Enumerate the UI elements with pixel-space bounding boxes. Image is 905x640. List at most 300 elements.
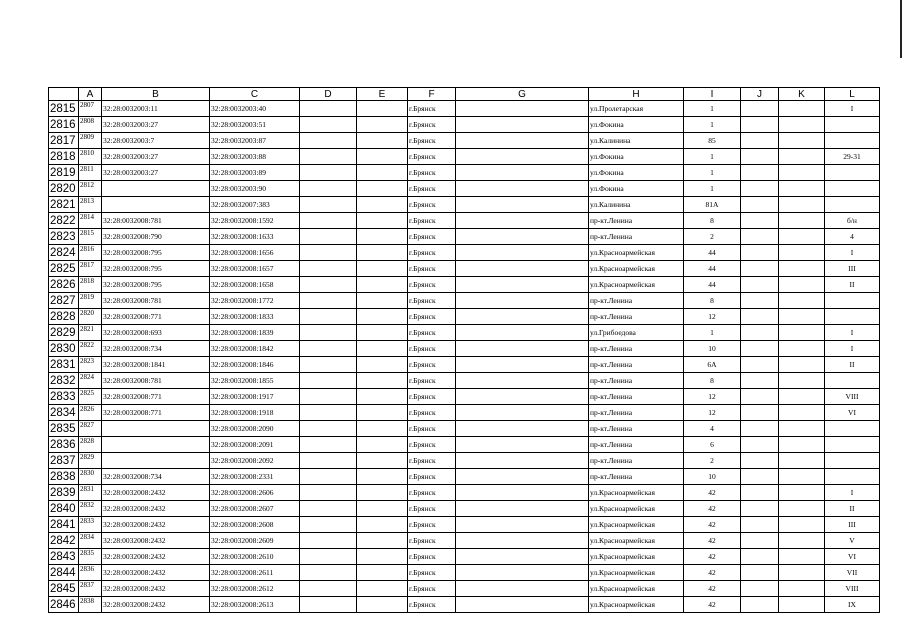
cell-f[interactable]: г.Брянск (408, 117, 456, 133)
cell-a[interactable]: 2827 (79, 421, 102, 437)
cell-h[interactable]: ул.Грибоедова (589, 325, 684, 341)
cell-d[interactable] (300, 117, 357, 133)
cell-d[interactable] (300, 261, 357, 277)
cell-e[interactable] (357, 293, 408, 309)
column-header-g[interactable]: G (456, 88, 589, 101)
cell-f[interactable]: г.Брянск (408, 149, 456, 165)
cell-g[interactable] (456, 293, 589, 309)
row-number[interactable]: 2831 (49, 357, 79, 373)
cell-i[interactable]: 85 (684, 133, 741, 149)
cell-j[interactable] (741, 581, 779, 597)
cell-g[interactable] (456, 181, 589, 197)
cell-a[interactable]: 2810 (79, 149, 102, 165)
cell-l[interactable]: II (825, 501, 880, 517)
cell-h[interactable]: ул.Красноармейская (589, 517, 684, 533)
cell-l[interactable] (825, 373, 880, 389)
cell-h[interactable]: пр-кт.Ленина (589, 213, 684, 229)
cell-a[interactable]: 2837 (79, 581, 102, 597)
cell-l[interactable] (825, 453, 880, 469)
cell-j[interactable] (741, 341, 779, 357)
row-number[interactable]: 2841 (49, 517, 79, 533)
cell-j[interactable] (741, 549, 779, 565)
row-number[interactable]: 2818 (49, 149, 79, 165)
column-header-i[interactable]: I (684, 88, 741, 101)
cell-c[interactable]: 32:28:0032003:51 (210, 117, 300, 133)
row-number[interactable]: 2816 (49, 117, 79, 133)
cell-g[interactable] (456, 213, 589, 229)
cell-g[interactable] (456, 229, 589, 245)
cell-c[interactable]: 32:28:0032008:1918 (210, 405, 300, 421)
cell-h[interactable]: ул.Фокина (589, 117, 684, 133)
cell-k[interactable] (779, 421, 825, 437)
cell-l[interactable] (825, 181, 880, 197)
cell-j[interactable] (741, 421, 779, 437)
cell-h[interactable]: пр-кт.Ленина (589, 373, 684, 389)
cell-e[interactable] (357, 373, 408, 389)
cell-h[interactable]: ул.Фокина (589, 165, 684, 181)
row-number[interactable]: 2826 (49, 277, 79, 293)
cell-h[interactable]: ул.Фокина (589, 149, 684, 165)
row-number[interactable]: 2840 (49, 501, 79, 517)
cell-d[interactable] (300, 549, 357, 565)
cell-f[interactable]: г.Брянск (408, 565, 456, 581)
cell-h[interactable]: пр-кт.Ленина (589, 309, 684, 325)
cell-a[interactable]: 2830 (79, 469, 102, 485)
cell-h[interactable]: ул.Красноармейская (589, 277, 684, 293)
cell-c[interactable]: 32:28:0032008:1833 (210, 309, 300, 325)
row-number[interactable]: 2834 (49, 405, 79, 421)
cell-d[interactable] (300, 245, 357, 261)
cell-g[interactable] (456, 453, 589, 469)
cell-i[interactable]: 1 (684, 165, 741, 181)
cell-l[interactable]: VI (825, 549, 880, 565)
cell-e[interactable] (357, 597, 408, 613)
cell-b[interactable]: 32:28:0032008:781 (102, 293, 210, 309)
cell-l[interactable]: VII (825, 565, 880, 581)
cell-l[interactable] (825, 133, 880, 149)
cell-c[interactable]: 32:28:0032008:2092 (210, 453, 300, 469)
cell-l[interactable]: 29-31 (825, 149, 880, 165)
cell-c[interactable]: 32:28:0032008:2091 (210, 437, 300, 453)
cell-f[interactable]: г.Брянск (408, 133, 456, 149)
cell-a[interactable]: 2834 (79, 533, 102, 549)
cell-h[interactable]: пр-кт.Ленина (589, 389, 684, 405)
cell-c[interactable]: 32:28:0032008:1846 (210, 357, 300, 373)
column-header-h[interactable]: H (589, 88, 684, 101)
cell-k[interactable] (779, 549, 825, 565)
cell-j[interactable] (741, 229, 779, 245)
cell-l[interactable] (825, 437, 880, 453)
cell-k[interactable] (779, 533, 825, 549)
cell-g[interactable] (456, 389, 589, 405)
cell-f[interactable]: г.Брянск (408, 421, 456, 437)
cell-b[interactable] (102, 421, 210, 437)
cell-g[interactable] (456, 133, 589, 149)
cell-i[interactable]: 8 (684, 213, 741, 229)
cell-j[interactable] (741, 565, 779, 581)
cell-g[interactable] (456, 165, 589, 181)
cell-d[interactable] (300, 325, 357, 341)
cell-f[interactable]: г.Брянск (408, 485, 456, 501)
cell-j[interactable] (741, 133, 779, 149)
cell-a[interactable]: 2818 (79, 277, 102, 293)
cell-d[interactable] (300, 565, 357, 581)
cell-l[interactable]: I (825, 341, 880, 357)
cell-i[interactable]: 42 (684, 597, 741, 613)
cell-d[interactable] (300, 229, 357, 245)
cell-f[interactable]: г.Брянск (408, 357, 456, 373)
cell-a[interactable]: 2813 (79, 197, 102, 213)
cell-f[interactable]: г.Брянск (408, 341, 456, 357)
cell-j[interactable] (741, 389, 779, 405)
cell-i[interactable]: 81А (684, 197, 741, 213)
cell-c[interactable]: 32:28:0032008:1772 (210, 293, 300, 309)
cell-f[interactable]: г.Брянск (408, 581, 456, 597)
cell-d[interactable] (300, 309, 357, 325)
cell-g[interactable] (456, 581, 589, 597)
cell-i[interactable]: 1 (684, 149, 741, 165)
cell-e[interactable] (357, 437, 408, 453)
cell-j[interactable] (741, 181, 779, 197)
row-number[interactable]: 2817 (49, 133, 79, 149)
cell-d[interactable] (300, 213, 357, 229)
cell-h[interactable]: ул.Красноармейская (589, 597, 684, 613)
row-number[interactable]: 2825 (49, 261, 79, 277)
cell-c[interactable]: 32:28:0032008:1839 (210, 325, 300, 341)
cell-l[interactable] (825, 117, 880, 133)
row-number[interactable]: 2819 (49, 165, 79, 181)
cell-c[interactable]: 32:28:0032008:2613 (210, 597, 300, 613)
cell-e[interactable] (357, 453, 408, 469)
cell-e[interactable] (357, 197, 408, 213)
cell-e[interactable] (357, 277, 408, 293)
cell-f[interactable]: г.Брянск (408, 501, 456, 517)
cell-j[interactable] (741, 277, 779, 293)
cell-a[interactable]: 2811 (79, 165, 102, 181)
cell-f[interactable]: г.Брянск (408, 101, 456, 117)
cell-e[interactable] (357, 213, 408, 229)
cell-g[interactable] (456, 533, 589, 549)
cell-b[interactable]: 32:28:0032003:7 (102, 133, 210, 149)
cell-d[interactable] (300, 197, 357, 213)
cell-f[interactable]: г.Брянск (408, 181, 456, 197)
cell-c[interactable]: 32:28:0032008:1917 (210, 389, 300, 405)
cell-l[interactable] (825, 469, 880, 485)
cell-j[interactable] (741, 149, 779, 165)
cell-h[interactable]: ул.Красноармейская (589, 549, 684, 565)
cell-b[interactable]: 32:28:0032008:790 (102, 229, 210, 245)
cell-e[interactable] (357, 581, 408, 597)
cell-b[interactable]: 32:28:0032008:795 (102, 261, 210, 277)
cell-b[interactable]: 32:28:0032008:2432 (102, 501, 210, 517)
cell-j[interactable] (741, 261, 779, 277)
cell-d[interactable] (300, 485, 357, 501)
cell-l[interactable]: III (825, 261, 880, 277)
cell-a[interactable]: 2826 (79, 405, 102, 421)
cell-g[interactable] (456, 277, 589, 293)
column-header-d[interactable]: D (300, 88, 357, 101)
cell-b[interactable]: 32:28:0032008:2432 (102, 549, 210, 565)
cell-i[interactable]: 1 (684, 181, 741, 197)
cell-e[interactable] (357, 229, 408, 245)
cell-d[interactable] (300, 421, 357, 437)
cell-b[interactable]: 32:28:0032008:693 (102, 325, 210, 341)
cell-c[interactable]: 32:28:0032008:2612 (210, 581, 300, 597)
cell-a[interactable]: 2808 (79, 117, 102, 133)
cell-c[interactable]: 32:28:0032003:90 (210, 181, 300, 197)
cell-i[interactable]: 10 (684, 469, 741, 485)
cell-g[interactable] (456, 341, 589, 357)
cell-f[interactable]: г.Брянск (408, 373, 456, 389)
cell-j[interactable] (741, 101, 779, 117)
cell-e[interactable] (357, 565, 408, 581)
cell-b[interactable]: 32:28:0032008:734 (102, 469, 210, 485)
cell-e[interactable] (357, 405, 408, 421)
cell-l[interactable]: I (825, 245, 880, 261)
cell-c[interactable]: 32:28:0032008:1658 (210, 277, 300, 293)
cell-b[interactable]: 32:28:0032008:734 (102, 341, 210, 357)
row-number[interactable]: 2827 (49, 293, 79, 309)
row-number[interactable]: 2846 (49, 597, 79, 613)
cell-j[interactable] (741, 405, 779, 421)
cell-j[interactable] (741, 293, 779, 309)
cell-j[interactable] (741, 165, 779, 181)
cell-h[interactable]: пр-кт.Ленина (589, 405, 684, 421)
cell-i[interactable]: 12 (684, 389, 741, 405)
cell-c[interactable]: 32:28:0032008:1842 (210, 341, 300, 357)
row-number[interactable]: 2837 (49, 453, 79, 469)
cell-g[interactable] (456, 309, 589, 325)
cell-a[interactable]: 2824 (79, 373, 102, 389)
cell-k[interactable] (779, 325, 825, 341)
cell-c[interactable]: 32:28:0032007:383 (210, 197, 300, 213)
cell-c[interactable]: 32:28:0032008:2090 (210, 421, 300, 437)
cell-l[interactable] (825, 293, 880, 309)
cell-k[interactable] (779, 453, 825, 469)
cell-k[interactable] (779, 405, 825, 421)
cell-j[interactable] (741, 245, 779, 261)
cell-e[interactable] (357, 517, 408, 533)
cell-a[interactable]: 2821 (79, 325, 102, 341)
cell-d[interactable] (300, 469, 357, 485)
cell-k[interactable] (779, 245, 825, 261)
column-header-e[interactable]: E (357, 88, 408, 101)
cell-c[interactable]: 32:28:0032008:2608 (210, 517, 300, 533)
cell-h[interactable]: ул.Калинина (589, 197, 684, 213)
cell-f[interactable]: г.Брянск (408, 437, 456, 453)
cell-d[interactable] (300, 293, 357, 309)
cell-b[interactable]: 32:28:0032008:771 (102, 405, 210, 421)
cell-b[interactable]: 32:28:0032008:1841 (102, 357, 210, 373)
cell-e[interactable] (357, 181, 408, 197)
cell-j[interactable] (741, 309, 779, 325)
cell-j[interactable] (741, 437, 779, 453)
cell-f[interactable]: г.Брянск (408, 165, 456, 181)
cell-k[interactable] (779, 485, 825, 501)
row-number[interactable]: 2838 (49, 469, 79, 485)
cell-c[interactable]: 32:28:0032008:2607 (210, 501, 300, 517)
cell-k[interactable] (779, 149, 825, 165)
cell-k[interactable] (779, 341, 825, 357)
cell-g[interactable] (456, 149, 589, 165)
cell-d[interactable] (300, 501, 357, 517)
cell-k[interactable] (779, 373, 825, 389)
cell-l[interactable]: V (825, 533, 880, 549)
cell-f[interactable]: г.Брянск (408, 293, 456, 309)
cell-a[interactable]: 2816 (79, 245, 102, 261)
cell-a[interactable]: 2833 (79, 517, 102, 533)
cell-e[interactable] (357, 549, 408, 565)
cell-g[interactable] (456, 485, 589, 501)
cell-i[interactable]: 6 (684, 437, 741, 453)
cell-c[interactable]: 32:28:0032003:40 (210, 101, 300, 117)
cell-b[interactable] (102, 197, 210, 213)
cell-a[interactable]: 2817 (79, 261, 102, 277)
cell-h[interactable]: ул.Пролетарская (589, 101, 684, 117)
cell-j[interactable] (741, 197, 779, 213)
cell-c[interactable]: 32:28:0032008:2609 (210, 533, 300, 549)
cell-d[interactable] (300, 373, 357, 389)
cell-b[interactable] (102, 437, 210, 453)
cell-a[interactable]: 2836 (79, 565, 102, 581)
cell-b[interactable]: 32:28:0032008:781 (102, 373, 210, 389)
cell-a[interactable]: 2838 (79, 597, 102, 613)
cell-b[interactable]: 32:28:0032008:795 (102, 245, 210, 261)
cell-d[interactable] (300, 341, 357, 357)
cell-d[interactable] (300, 357, 357, 373)
cell-h[interactable]: ул.Красноармейская (589, 565, 684, 581)
cell-e[interactable] (357, 501, 408, 517)
column-header-a[interactable]: A (79, 88, 102, 101)
row-number[interactable]: 2823 (49, 229, 79, 245)
cell-a[interactable]: 2822 (79, 341, 102, 357)
row-number[interactable]: 2844 (49, 565, 79, 581)
cell-b[interactable]: 32:28:0032008:2432 (102, 597, 210, 613)
cell-g[interactable] (456, 437, 589, 453)
cell-l[interactable]: I (825, 325, 880, 341)
cell-k[interactable] (779, 197, 825, 213)
cell-b[interactable]: 32:28:0032008:781 (102, 213, 210, 229)
cell-j[interactable] (741, 213, 779, 229)
cell-i[interactable]: 10 (684, 341, 741, 357)
cell-b[interactable]: 32:28:0032008:795 (102, 277, 210, 293)
cell-c[interactable]: 32:28:0032008:1855 (210, 373, 300, 389)
cell-k[interactable] (779, 261, 825, 277)
cell-a[interactable]: 2831 (79, 485, 102, 501)
cell-i[interactable]: 44 (684, 277, 741, 293)
cell-a[interactable]: 2809 (79, 133, 102, 149)
cell-e[interactable] (357, 149, 408, 165)
column-header-j[interactable]: J (741, 88, 779, 101)
cell-k[interactable] (779, 357, 825, 373)
cell-g[interactable] (456, 325, 589, 341)
cell-c[interactable]: 32:28:0032003:89 (210, 165, 300, 181)
cell-e[interactable] (357, 133, 408, 149)
cell-k[interactable] (779, 469, 825, 485)
cell-j[interactable] (741, 117, 779, 133)
cell-f[interactable]: г.Брянск (408, 517, 456, 533)
cell-d[interactable] (300, 405, 357, 421)
cell-k[interactable] (779, 133, 825, 149)
cell-l[interactable] (825, 165, 880, 181)
row-number[interactable]: 2820 (49, 181, 79, 197)
cell-e[interactable] (357, 165, 408, 181)
cell-b[interactable]: 32:28:0032008:771 (102, 309, 210, 325)
cell-k[interactable] (779, 389, 825, 405)
cell-d[interactable] (300, 181, 357, 197)
cell-i[interactable]: 42 (684, 485, 741, 501)
column-header-l[interactable]: L (825, 88, 880, 101)
cell-b[interactable]: 32:28:0032008:771 (102, 389, 210, 405)
cell-c[interactable]: 32:28:0032008:2610 (210, 549, 300, 565)
cell-j[interactable] (741, 469, 779, 485)
cell-c[interactable]: 32:28:0032008:1657 (210, 261, 300, 277)
cell-a[interactable]: 2832 (79, 501, 102, 517)
cell-i[interactable]: 12 (684, 309, 741, 325)
cell-k[interactable] (779, 101, 825, 117)
cell-i[interactable]: 42 (684, 549, 741, 565)
cell-g[interactable] (456, 261, 589, 277)
cell-l[interactable] (825, 421, 880, 437)
cell-c[interactable]: 32:28:0032008:1656 (210, 245, 300, 261)
cell-d[interactable] (300, 165, 357, 181)
cell-k[interactable] (779, 117, 825, 133)
cell-g[interactable] (456, 597, 589, 613)
cell-e[interactable] (357, 389, 408, 405)
cell-d[interactable] (300, 581, 357, 597)
cell-h[interactable]: ул.Красноармейская (589, 501, 684, 517)
cell-g[interactable] (456, 405, 589, 421)
row-number[interactable]: 2830 (49, 341, 79, 357)
cell-i[interactable]: 8 (684, 293, 741, 309)
cell-i[interactable]: 8 (684, 373, 741, 389)
cell-f[interactable]: г.Брянск (408, 453, 456, 469)
cell-k[interactable] (779, 581, 825, 597)
cell-e[interactable] (357, 101, 408, 117)
cell-c[interactable]: 32:28:0032008:1633 (210, 229, 300, 245)
cell-h[interactable]: пр-кт.Ленина (589, 437, 684, 453)
cell-l[interactable]: I (825, 485, 880, 501)
cell-e[interactable] (357, 421, 408, 437)
cell-h[interactable]: пр-кт.Ленина (589, 421, 684, 437)
cell-g[interactable] (456, 197, 589, 213)
cell-d[interactable] (300, 437, 357, 453)
cell-h[interactable]: ул.Красноармейская (589, 245, 684, 261)
cell-k[interactable] (779, 309, 825, 325)
row-number[interactable]: 2836 (49, 437, 79, 453)
cell-i[interactable]: 44 (684, 261, 741, 277)
cell-e[interactable] (357, 357, 408, 373)
cell-h[interactable]: пр-кт.Ленина (589, 293, 684, 309)
cell-g[interactable] (456, 565, 589, 581)
cell-l[interactable]: I (825, 101, 880, 117)
cell-e[interactable] (357, 469, 408, 485)
cell-l[interactable]: VI (825, 405, 880, 421)
row-number[interactable]: 2832 (49, 373, 79, 389)
cell-h[interactable]: пр-кт.Ленина (589, 453, 684, 469)
cell-j[interactable] (741, 485, 779, 501)
cell-h[interactable]: пр-кт.Ленина (589, 229, 684, 245)
cell-g[interactable] (456, 469, 589, 485)
row-number[interactable]: 2833 (49, 389, 79, 405)
cell-l[interactable]: VIII (825, 581, 880, 597)
cell-f[interactable]: г.Брянск (408, 245, 456, 261)
cell-c[interactable]: 32:28:0032003:87 (210, 133, 300, 149)
column-header-c[interactable]: C (210, 88, 300, 101)
cell-k[interactable] (779, 565, 825, 581)
cell-d[interactable] (300, 533, 357, 549)
cell-h[interactable]: ул.Красноармейская (589, 261, 684, 277)
